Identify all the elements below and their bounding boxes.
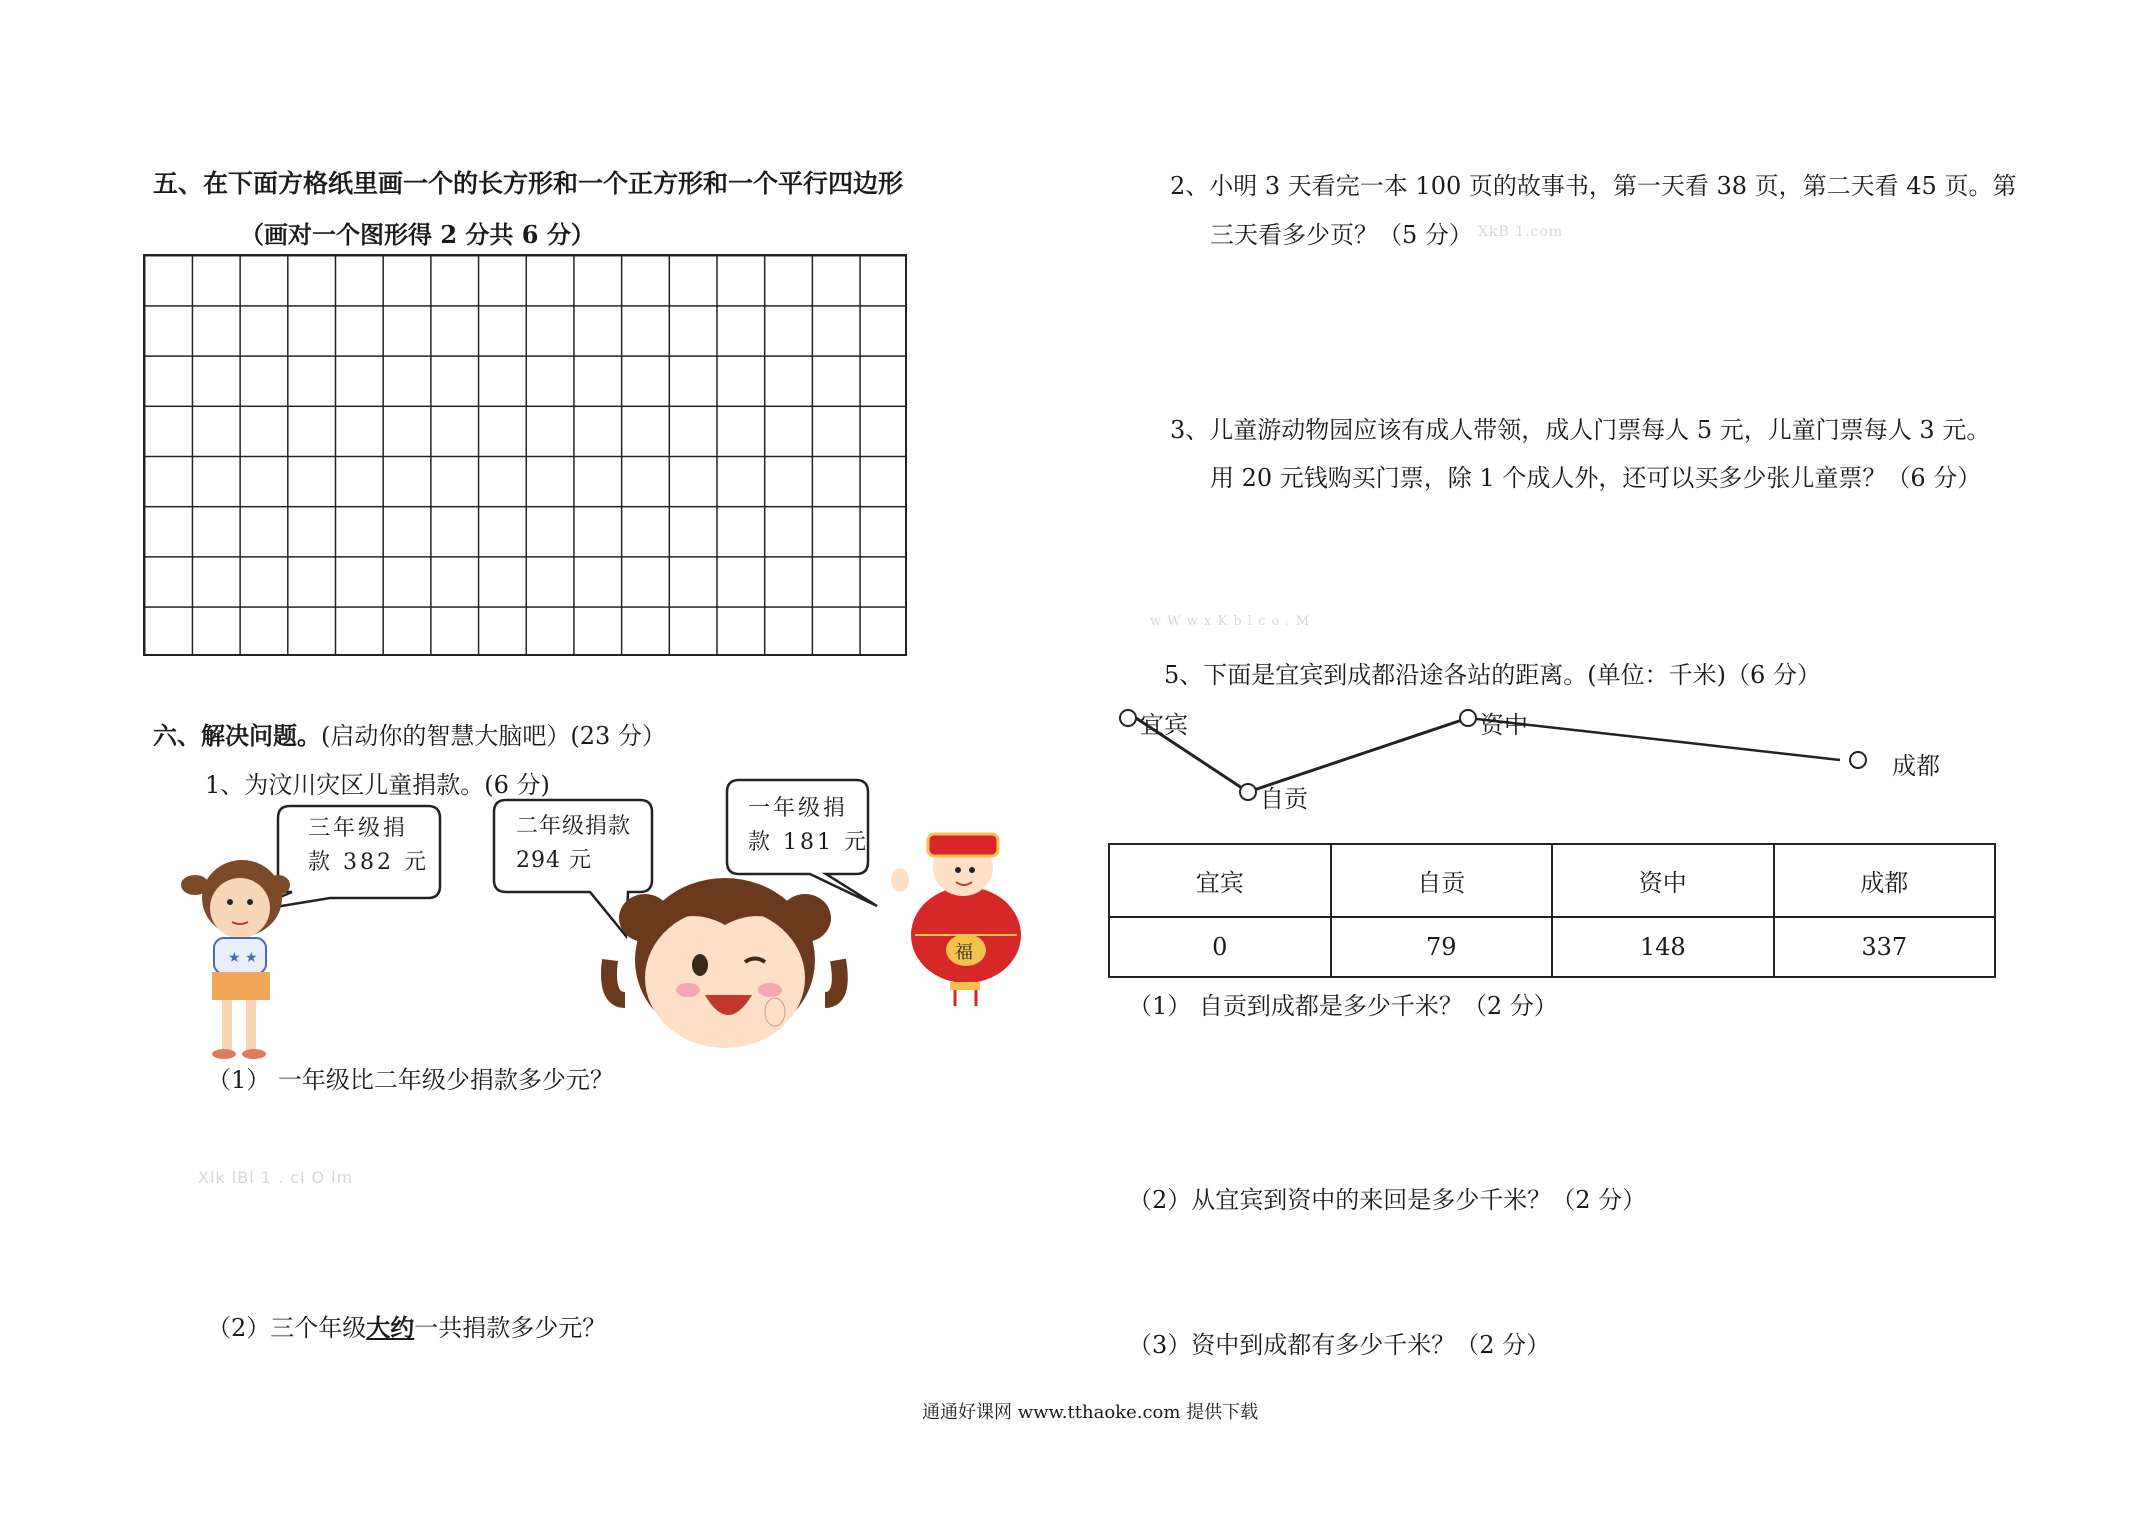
q5-title: 5、下面是宜宾到成都沿途各站的距离。(单位：千米)（6 分） [1164,661,1821,689]
table-row [1109,917,1995,977]
table-header-cell: 资中 [1552,844,1774,917]
table-header-cell: 自贡 [1331,844,1553,917]
table-header-cell: 宜宾 [1109,844,1331,917]
table-cell: 79 [1331,917,1553,977]
girl-head-figure [609,878,840,1048]
q3-line2: 用 20 元钱购买门票，除 1 个成人外，还可以买多少张儿童票？（6 分） [1210,464,1982,492]
section5-title: 五、在下面方格纸里画一个的长方形和一个正方形和一个平行四边形 [153,169,904,198]
q1-sub2-suffix: 一共捐款多少元？ [414,1314,607,1342]
bubble-grade3-line2: 款 382 元 [308,850,429,875]
bubble-grade2-line2: 294 元 [516,848,592,873]
donation-illustration [0,0,1100,1100]
table-header-cell: 成都 [1774,844,1996,917]
station-zizhong-marker [1460,710,1476,726]
station-zigong-marker [1240,784,1256,800]
q1-title: 1、为汶川灾区儿童捐款。(6 分) [205,771,550,799]
bubble-grade2 [516,810,631,878]
station-yibin-marker [1120,710,1136,726]
q5-sub1: （1） 自贡到成都是多少千米？（2 分） [1128,992,1558,1020]
q1-sub2-emphasis: 大约 [366,1313,415,1342]
q2-line1: 2、小明 3 天看完一本 100 页的故事书，第一天看 38 页，第二天看 45 页。第 [1170,172,2017,200]
q2-line2: 三天看多少页？（5 分） [1210,221,1473,249]
station-zigong-label: 自贡 [1260,785,1308,813]
q3-line1: 3、儿童游动物园应该有成人带领，成人门票每人 5 元，儿童门票每人 3 元。 [1170,416,1991,444]
section6-title-bold: 六、解决问题。 [153,721,321,750]
distance-table [1108,843,1996,978]
table-header-row [1109,844,1995,917]
q1-sub2-prefix: （2）三个年级 [207,1314,367,1342]
watermark-left: Xlk lBl 1 . cl O lm [198,1168,354,1187]
watermark-mid: w W w x K b l c o . M [1150,614,1311,629]
q1-sub2 [207,1308,606,1343]
bubble-grade2-line1: 二年级捐款 [516,814,632,839]
station-chengdu-marker [1850,752,1866,768]
station-zizhong-label: 资中 [1480,711,1528,739]
svg-text:福: 福 [955,942,973,963]
table-cell: 337 [1774,917,1996,977]
q5-sub3: （3）资中到成都有多少千米？（2 分） [1128,1331,1551,1359]
station-yibin-label: 宜宾 [1140,711,1188,739]
station-chengdu-label: 成都 [1892,752,1940,780]
bubble-grade3-line1: 三年级捐 [308,816,409,841]
q2-watermark: XkB 1.com [1478,224,1564,240]
svg-text:★ ★: ★ ★ [228,950,258,966]
section5-subtitle: （画对一个图形得 2 分共 6 分） [240,220,595,249]
table-cell: 0 [1109,917,1331,977]
footer-text: 通通好课网 www.tthaoke.com 提供下载 [922,1402,1259,1423]
q5-sub2: （2）从宜宾到资中的来回是多少千米？（2 分） [1128,1186,1647,1214]
girl-standing-figure [181,860,290,1059]
q1-sub1: （1） 一年级比二年级少捐款多少元？ [207,1066,614,1094]
table-cell: 148 [1552,917,1774,977]
bubble-grade1-line2: 款 181 元 [748,830,869,855]
section6-title-rest: (启动你的智慧大脑吧）(23 分） [321,722,666,750]
lantern-boy-figure [891,834,1021,1006]
bubble-grade3 [308,812,429,880]
bubble-grade1-line1: 一年级捐 [748,796,849,821]
bubble-grade1 [748,792,869,860]
